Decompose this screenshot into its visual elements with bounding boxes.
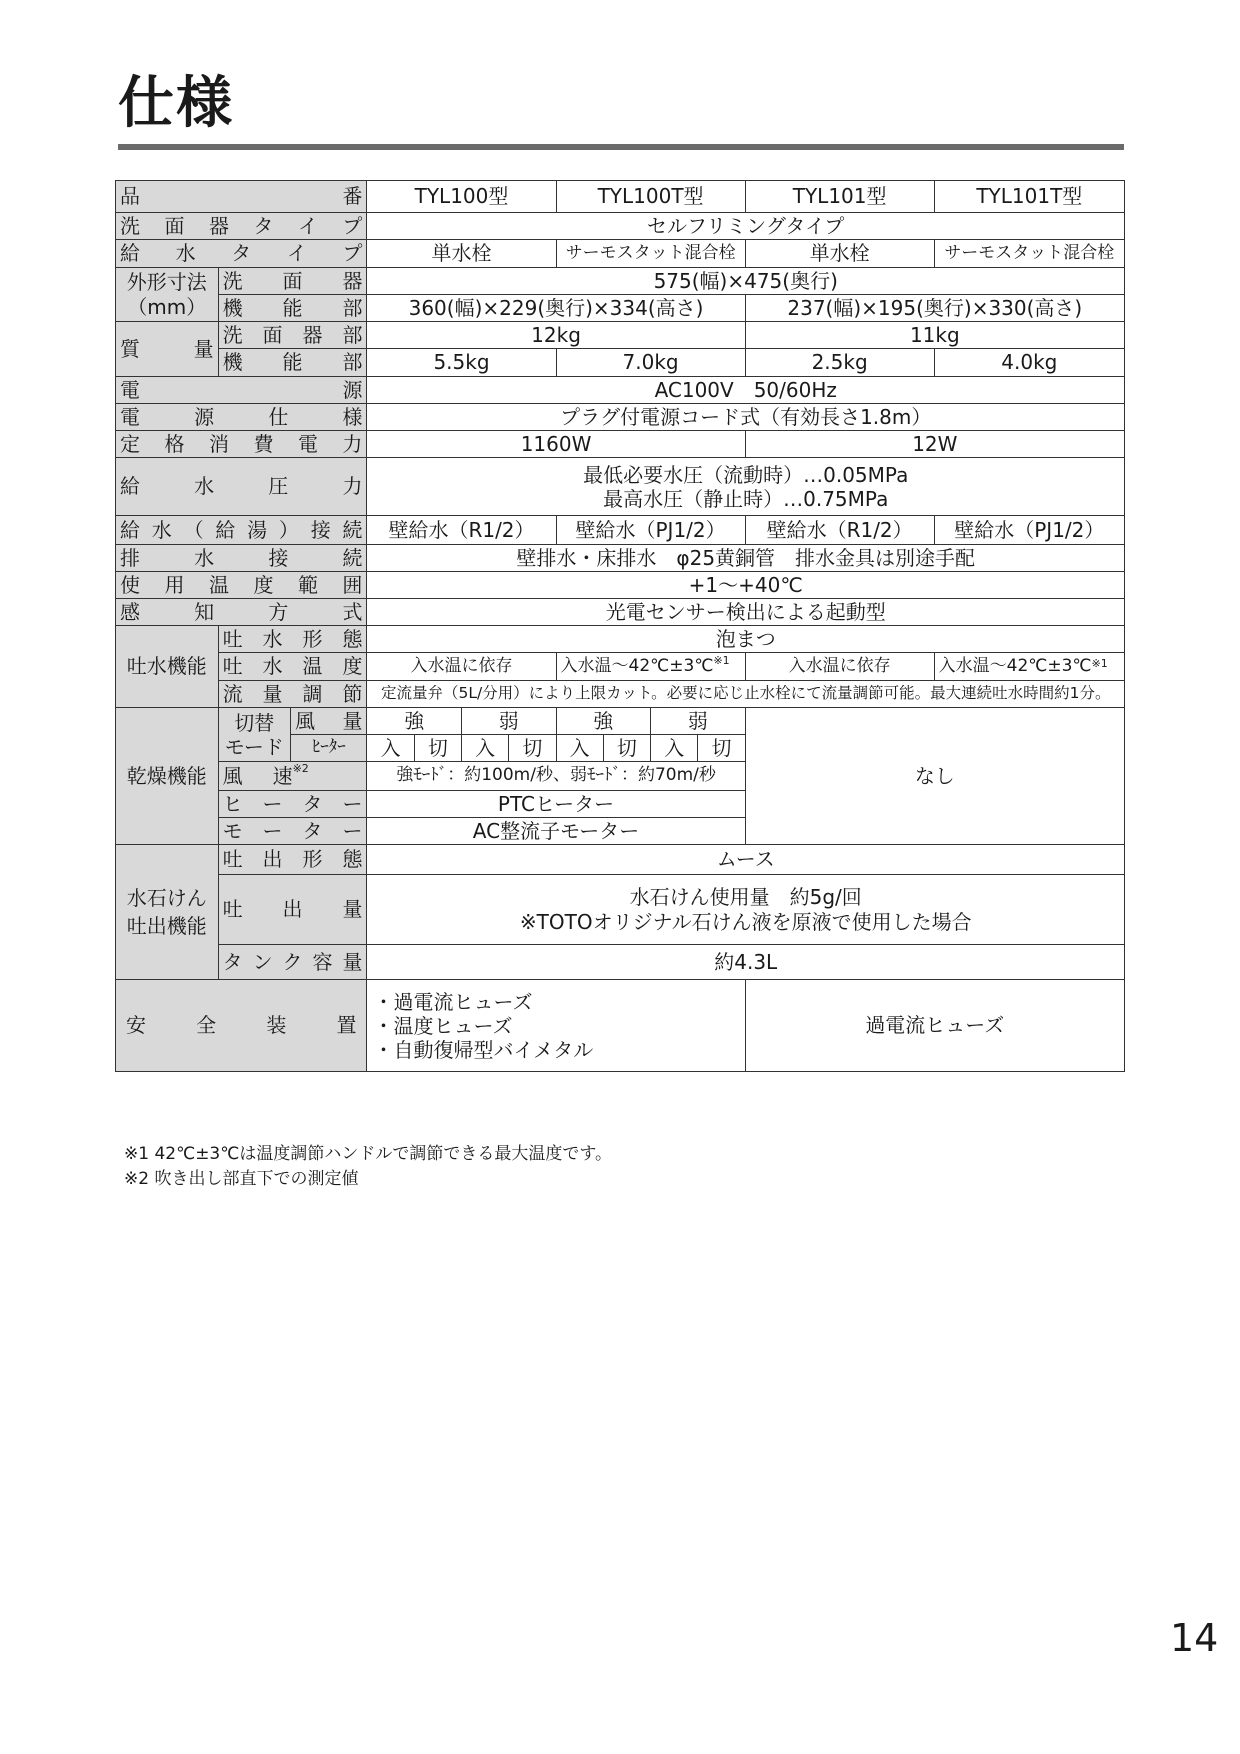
dimensions-unit-value: 360(幅)×229(奥行)×334(高さ): [367, 295, 745, 322]
label-char: 費: [253, 431, 274, 456]
label-char: 量: [342, 897, 363, 921]
dimensions-unit: （mm）: [127, 294, 207, 319]
power-value: AC100V 50/60Hz: [367, 377, 1125, 404]
row-power-spec: [116, 404, 1125, 431]
label-char: 水: [151, 517, 172, 542]
note-2-mark: ※2: [292, 761, 309, 775]
label-char: 湯: [247, 517, 268, 542]
supply-connection-value: 壁給水（R1/2）: [367, 516, 556, 545]
heater-mode-value: 切: [509, 735, 556, 762]
spout-form-value: 泡まつ: [367, 626, 1125, 653]
label-char: 温: [208, 572, 229, 597]
basin-type-value: セルフリミングタイプ: [367, 213, 1125, 240]
model-header-tyl101: TYL101型: [746, 181, 935, 212]
dimensions-unit-label: [223, 297, 363, 320]
label-char: 調: [302, 681, 323, 706]
rated-power-value: 12W: [745, 431, 1124, 458]
row-spout-flow: [116, 681, 1125, 708]
label-char: 吐: [222, 626, 243, 651]
label-char: 続: [342, 517, 363, 542]
safety-item: ・過電流ヒューズ: [373, 989, 533, 1014]
label-char: 形: [302, 626, 323, 651]
row-dimensions-basin: [116, 268, 1125, 295]
label-char: 用: [164, 572, 185, 597]
label-char: 器: [342, 268, 363, 293]
row-safety: [116, 980, 1125, 1072]
label-char: 排: [120, 545, 140, 570]
power-spec-label: [120, 406, 362, 429]
page-title: 仕様: [118, 71, 234, 136]
label-char: 能: [282, 295, 303, 320]
label-char: プ: [342, 213, 363, 238]
mode-label: モード: [224, 734, 284, 759]
label-char: 源: [342, 377, 363, 402]
label-char: モ: [222, 818, 243, 843]
temp-range-label: [120, 574, 362, 597]
water-supply-type-value: 単水栓: [367, 240, 556, 268]
safety-item: ・自動復帰型バイメタル: [373, 1037, 594, 1062]
label-char: 度: [342, 654, 363, 678]
spout-form-label: [223, 628, 363, 651]
label-char: 安: [126, 1013, 146, 1037]
row-weight-basin: [116, 322, 1125, 349]
label-char: プ: [342, 241, 363, 265]
label-char: 態: [342, 626, 363, 651]
row-power: [116, 377, 1125, 404]
label-char: 水: [175, 241, 196, 265]
label-char: イ: [286, 241, 307, 265]
label-char: 方: [268, 599, 289, 624]
soap-label: 吐出機能: [126, 914, 207, 938]
sensing-label: [120, 601, 362, 624]
label-char: 消: [208, 431, 229, 456]
label-char: 水: [262, 654, 283, 678]
label-char: 出: [262, 847, 283, 871]
airflow-value: 弱: [651, 708, 746, 735]
label-char: 番: [342, 184, 363, 208]
heater-mode-value: 入: [462, 735, 509, 762]
label-char: 装: [266, 1013, 287, 1037]
label-char: 面: [262, 322, 283, 347]
label-char: タ: [253, 213, 274, 238]
label-char: 量: [342, 949, 363, 974]
weight-basin-value: 11kg: [745, 322, 1124, 349]
dimensions-unit-value: 237(幅)×195(奥行)×330(高さ): [745, 295, 1124, 322]
row-dimensions-unit: [116, 295, 1125, 322]
dimensions-label: 外形寸法: [126, 269, 207, 294]
label-char: 圧: [268, 474, 289, 498]
airflow-value: 強: [556, 708, 651, 735]
motor-value: AC整流子モーター: [367, 818, 745, 845]
label-char: 部: [342, 322, 363, 347]
label-char: 吐: [222, 654, 243, 678]
label-char: 式: [342, 599, 363, 624]
basin-type-label: [120, 215, 362, 238]
wind-speed-value: 強ﾓｰﾄﾞ：約100m/秒、弱ﾓｰﾄﾞ：約70m/秒: [367, 762, 745, 791]
spout-temp-value: 入水温～42℃±3℃: [560, 655, 714, 676]
label-char: 電: [297, 431, 318, 456]
label-char: 機: [222, 295, 243, 320]
label-char: ー: [262, 818, 283, 843]
label-char: 力: [342, 474, 363, 498]
label-char: 量: [193, 336, 214, 361]
airflow-value: 弱: [462, 708, 557, 735]
label-char: ー: [342, 818, 363, 843]
label-char: 感: [120, 599, 140, 624]
heater-label: [223, 793, 363, 816]
row-supply-pressure: [116, 458, 1125, 516]
dryer-label: 乾燥機能: [116, 708, 219, 845]
model-header-tyl100t: TYL100T型: [556, 181, 745, 213]
footnote-1: ※1 42℃±3℃は温度調節ハンドルで調節できる最大温度です。: [124, 1144, 612, 1164]
label-char: 器: [208, 213, 229, 238]
label-char: 範: [297, 572, 318, 597]
label-char: 給: [120, 517, 140, 542]
label-char: 続: [342, 545, 363, 570]
model-header-tyl100: TYL100型: [367, 181, 556, 213]
page-number: 14: [1170, 1616, 1219, 1660]
label-char: 洗: [120, 213, 140, 238]
spec-table: [115, 180, 1125, 1072]
label-char: 電: [120, 377, 140, 402]
label-char: 給: [215, 517, 236, 542]
label-char: 容: [312, 949, 333, 974]
label-char: ヒ: [222, 791, 243, 816]
row-drain-connection: [116, 545, 1125, 572]
power-label: [120, 379, 362, 402]
water-supply-type-value: 単水栓: [746, 240, 935, 267]
note-1-mark: ※1: [1091, 657, 1108, 671]
label-char: 力: [342, 431, 363, 456]
row-soap-amount: [116, 875, 1125, 945]
supply-connection-label: [120, 519, 362, 542]
supply-connection-value: 壁給水（PJ1/2）: [954, 517, 1105, 542]
supply-pressure-max: 最高水圧（静止時）…0.75MPa: [603, 486, 889, 511]
label-char: 機: [222, 350, 243, 374]
label-char: 部: [342, 350, 363, 374]
row-water-supply-type: [116, 240, 1125, 268]
heater-mode-value: 入: [651, 735, 698, 762]
title-divider: [118, 144, 1124, 150]
weight-unit-label: [223, 351, 363, 374]
wind-speed-label: 風 速: [222, 763, 293, 788]
supply-connection-value: 壁給水（R1/2）: [746, 516, 935, 544]
label-char: 面: [164, 213, 185, 238]
footnotes: [124, 1142, 612, 1192]
weight-unit-value: 4.0kg: [1001, 350, 1058, 374]
spout-temp-label: [223, 655, 363, 678]
label-char: 量: [262, 681, 283, 706]
label-char: 電: [120, 404, 140, 429]
soap-label: 水石けん: [126, 886, 207, 910]
water-supply-type-label: [120, 242, 362, 265]
label-char: ク: [282, 949, 303, 974]
spout-temp-value: 入水温～42℃±3℃: [938, 655, 1092, 676]
label-char: 水: [194, 545, 215, 570]
heater-sub-label: ﾋｰﾀｰ: [291, 735, 367, 762]
supply-pressure-min: 最低必要水圧（流動時）…0.05MPa: [583, 462, 909, 487]
spout-label: 吐水機能: [116, 626, 219, 708]
label-char: 洗: [222, 268, 243, 293]
row-rated-power: [116, 431, 1125, 458]
label-char: 態: [342, 847, 363, 871]
row-dryer-airflow: [116, 708, 1125, 735]
supply-pressure-label: [120, 475, 362, 498]
label-char: 置: [336, 1013, 357, 1037]
row-weight-unit: [116, 349, 1125, 377]
label-char: 形: [302, 847, 323, 871]
weight-unit-value: 7.0kg: [556, 349, 745, 377]
label-char: ）: [278, 517, 299, 542]
label-char: ー: [342, 791, 363, 816]
footnote-2: ※2 吹き出し部直下での測定値: [124, 1169, 359, 1189]
soap-tank-value: 約4.3L: [367, 945, 1125, 980]
label-char: 定: [120, 431, 140, 456]
label-char: 使: [120, 572, 140, 597]
row-spout-temp: [116, 653, 1125, 681]
mode-label: 切替: [234, 710, 275, 735]
heater-mode-value: 入: [556, 735, 603, 762]
label-char: 給: [120, 474, 140, 498]
label-char: 水: [194, 474, 215, 498]
label-char: 接: [310, 517, 331, 542]
soap-form-value: ムース: [367, 845, 1125, 875]
safety-value: 過電流ヒューズ: [745, 980, 1124, 1072]
weight-label: [120, 338, 214, 361]
label-char: 節: [342, 681, 363, 706]
label-char: 能: [282, 350, 303, 374]
row-basin-type: [116, 213, 1125, 240]
label-char: 知: [194, 599, 215, 624]
soap-amount-note: ※TOTOオリジナル石けん液を原液で使用した場合: [519, 909, 972, 934]
label-char: 囲: [342, 572, 363, 597]
row-temp-range: [116, 572, 1125, 599]
dimensions-basin-value: 575(幅)×475(奥行): [367, 268, 1125, 295]
model-header-tyl101t: TYL101T型: [976, 184, 1083, 208]
label-char: ー: [262, 791, 283, 816]
label-char: 様: [342, 404, 363, 429]
weight-basin-value: 12kg: [367, 322, 745, 349]
label-char: 品: [120, 184, 140, 208]
spout-flow-value: 定流量弁（5L/分用）により上限カット。必要に応じ止水栓にて流量調節可能。最大連続吐水時間約1分。: [367, 681, 1125, 708]
weight-unit-value: 5.5kg: [367, 349, 556, 377]
label-char: 格: [164, 431, 185, 456]
label-char: 全: [196, 1013, 217, 1037]
spout-temp-value: 入水温に依存: [367, 653, 556, 681]
dimensions-basin-label: [223, 270, 363, 293]
power-spec-value: プラグ付電源コード式（有効長さ1.8m）: [367, 404, 1125, 431]
label-char: 度: [253, 572, 274, 597]
heater-mode-value: 入: [367, 735, 414, 762]
label-char: タ: [231, 241, 252, 265]
label-char: タ: [302, 818, 323, 843]
row-soap-tank: [116, 945, 1125, 980]
label-char: 給: [120, 241, 140, 265]
spout-temp-value: 入水温に依存: [746, 653, 935, 680]
rated-power-label: [120, 433, 362, 456]
heater-value: PTCヒーター: [367, 791, 745, 818]
label-char: 温: [302, 654, 323, 678]
heater-mode-value: 切: [414, 735, 461, 762]
soap-amount-label: [223, 898, 363, 921]
drain-connection-value: 壁排水・床排水 φ25黄銅管 排水金具は別途手配: [367, 545, 1125, 572]
row-sensing: [116, 599, 1125, 626]
water-supply-type-value: サーモスタット混合栓: [944, 242, 1115, 263]
label-char: 風: [295, 708, 316, 733]
airflow-label: [295, 710, 362, 733]
label-char: 面: [282, 268, 303, 293]
soap-amount-value: 水石けん使用量 約5g/回: [629, 884, 862, 909]
supply-connection-value: 壁給水（PJ1/2）: [556, 516, 745, 545]
temp-range-value: +1～+40℃: [367, 572, 1125, 599]
label-char: 質: [120, 336, 140, 361]
motor-label: [223, 820, 363, 843]
label-char: 吐: [222, 847, 243, 871]
safety-item: ・温度ヒューズ: [373, 1013, 513, 1038]
label-char: ン: [252, 949, 273, 974]
dryer-none-value: なし: [745, 708, 1124, 845]
label-char: 器: [302, 322, 323, 347]
label-char: イ: [297, 213, 318, 238]
label-char: 量: [342, 708, 363, 733]
note-1-mark: ※1: [713, 653, 730, 667]
label-char: タ: [222, 949, 243, 974]
soap-tank-label: [223, 951, 363, 974]
row-spout-form: [116, 626, 1125, 653]
water-supply-type-value: サーモスタット混合栓: [556, 240, 745, 268]
label-char: 洗: [222, 322, 243, 347]
row-supply-connection: [116, 516, 1125, 545]
soap-form-label: [223, 848, 363, 871]
label-char: 部: [342, 295, 363, 320]
heater-mode-value: 切: [603, 735, 650, 762]
label-char: 流: [222, 681, 243, 706]
label-char: 接: [268, 545, 289, 570]
sensing-value: 光電センサー検出による起動型: [367, 599, 1125, 626]
safety-label: [120, 1014, 362, 1037]
weight-unit-value: 2.5kg: [746, 349, 935, 376]
label-char: （: [183, 517, 204, 542]
rated-power-value: 1160W: [367, 431, 745, 458]
label-char: 源: [194, 404, 215, 429]
label-char: 出: [282, 897, 303, 921]
drain-connection-label: [120, 547, 362, 570]
label-char: タ: [302, 791, 323, 816]
heater-mode-value: 切: [698, 735, 745, 762]
table-header-row: [116, 181, 1125, 213]
label-char: 仕: [268, 404, 289, 429]
label-char: 吐: [222, 897, 243, 921]
row-soap-form: [116, 845, 1125, 875]
airflow-value: 強: [367, 708, 462, 735]
weight-basin-label: [223, 324, 363, 347]
spout-flow-label: [223, 683, 363, 706]
model-number-label: [120, 185, 362, 208]
label-char: 水: [262, 626, 283, 651]
